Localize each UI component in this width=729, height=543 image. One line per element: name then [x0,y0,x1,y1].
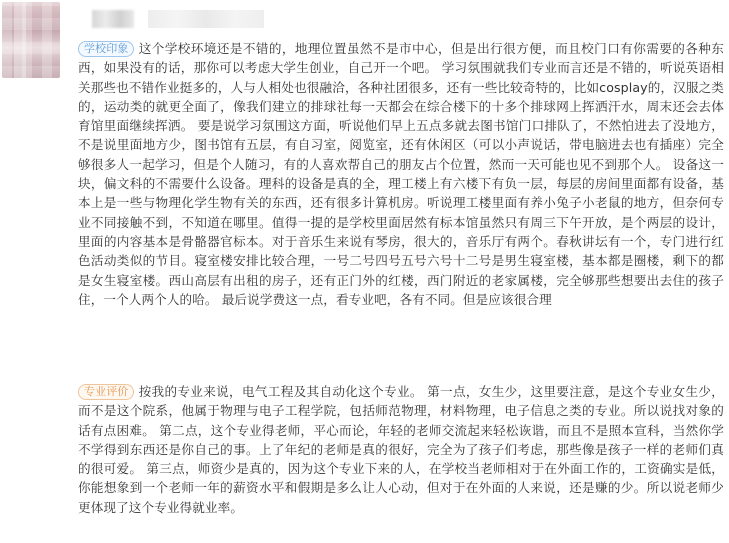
review-school-impression [78,39,724,309]
tag-major-evaluation: 专业评价 [78,384,134,400]
user-header [0,0,729,40]
review-text: 按我的专业来说，电气工程及其自动化这个专业。 第一点，女生少，这里要注意，是这个专业女生少，而不是这个院系，他属于物理与电子工程学院，包括师范物理，材料物理，电子信息之类的专业。所以说找对象的话有点困难。 第二点，这个专业得老师，平心而论，年轻的老师交流起来轻松诙谐，而且不是照本宣科，当然你学不学得到东西还是你自己的事。上了年纪的老师是真的很好，完全为了孩子们考虑，那些像是孩子一样的老师们真的很可爱。 第三点，师资少是真的，因为这个专业下来的人，在学校当老师相对于在外面工作的，工资确实是低，你能想象到一个老师一年的薪资水平和假期是多么让人心动，但对于在外面的人来说，还是赚的少。所以说老师少更体现了这个专业得就业率。 [78,384,724,515]
username-redacted [92,10,134,28]
user-meta-redacted [148,10,264,28]
review-text: 这个学校环境还是不错的，地理位置虽然不是市中心，但是出行很方便，而且校门口有你需要的各种东西，如果没有的话，那你可以考虑大学生创业，自己开一个吧。 学习氛围就我们专业而言还是不错的，听说英语相关那些也不错作业挺多的，人与人相处也很融洽，各种社团很多，还有一些比较奇特的，比如cosplay的，汉服之类的，运动类的就更全面了，像我们建立的排球社每一天都会在综合楼下的十多个排球网上挥洒汗水，周末还会去体育馆里面继续挥洒。 要是说学习氛围这方面，听说他们早上五点多就去图书馆门口排队了，不然怕进去了没地方，不是说里面地方少，图书馆有五层，有自习室，阅览室，还有休闲区（可以小声说话，带电脑进去也有插座）完全够很多人一起学习，但是个人随习，有的人喜欢帮自己的朋友占个位置，然而一天可能也见不到那个人。 设备这一块，偏文科的不需要什么设备。理科的设备是真的全，理工楼上有六楼下有负一层，每层的房间里面都有设备，基本上是一些与物理化学生物有关的东西，还有很多计算机房。听说理工楼里面有养小兔子小老鼠的地方，但奈何专业不同接触不到，不知道在哪里。值得一提的是学校里面居然有标本馆虽然只有周三下午开放，是个两层的设计，里面的内容基本是骨骼器官标本。对于音乐生来说有琴房，很大的，音乐厅有两个。春秋讲坛有一个，专门进行红色活动类似的节目。寝室楼安排比较合理，一号二号四号五号六号十二号是男生寝室楼，基本都是圈楼，剩下的都是女生寝室楼。西山高层有出租的房子，还有正门外的红楼，西门附近的老家属楼，完全够那些想要出去住的孩子住，一个人两个人的哈。 最后说学费这一点，看专业吧，各有不同。但是应该很合理 [78,41,724,307]
tag-school-impression: 学校印象 [78,41,134,57]
avatar[interactable] [2,2,60,78]
review-major-evaluation [78,382,724,517]
